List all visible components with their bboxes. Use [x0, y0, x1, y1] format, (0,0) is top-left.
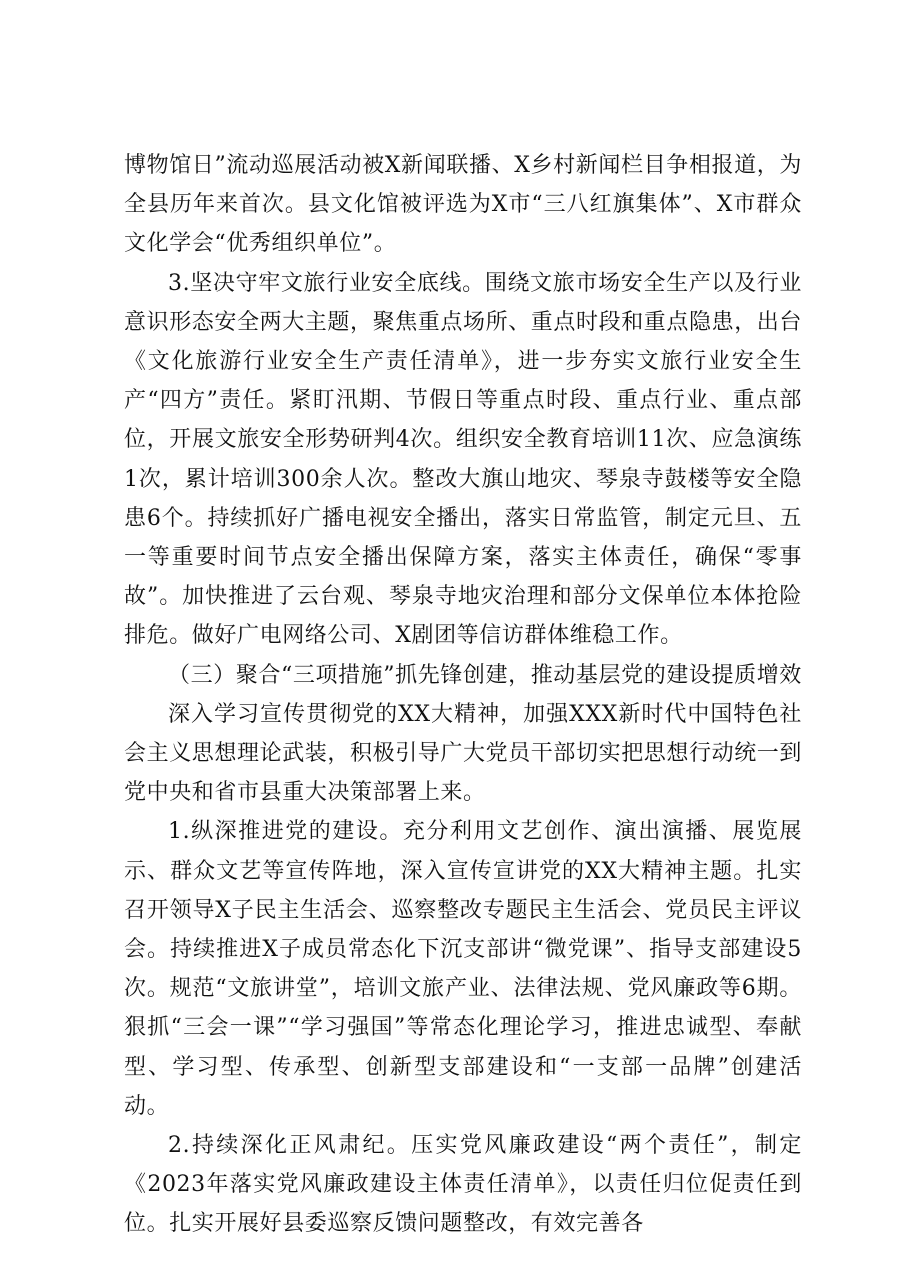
section-heading-3: （三）聚合“三项措施”抓先锋创建，推动基层党的建设提质增效 [168, 662, 802, 688]
paragraph-intro: 深入学习宣传贯彻党的XX大精神，加强XXX新时代中国特色社会主义思想理论武装，积极引导广大党员干部切实把思想行动统一到党中央和省市县重大决策部署上来。 [124, 701, 803, 806]
paragraph-item-3-safety: 3.坚决守牢文旅行业安全底线。围绕文旅市场安全生产以及行业意识形态安全两大主题，聚焦重点场所、重点时段和重点隐患，出台《文化旅游行业安全生产责任清单》，进一步夯实文旅行业安全生产“四方”责任。紧盯汛期、节假日等重点时段、重点行业、重点部位，开展文旅安全形势研判4次。组织安全教育培训11次、应急演练1次，累计培训300余人次。整改大旗山地灾、琴泉寺鼓楼等安全隐患6个。持续抓好广播电视安全播出，落实日常监管，制定元旦、五一等重要时间节点安全播出保障方案，落实主体责任，确保“零事故”。加快推进了云台观、琴泉寺地灾治理和部分文保单位本体抢险排危。做好广电网络公司、X剧团等信访群体维稳工作。 [124, 270, 803, 649]
paragraph-item-1-party-building: 1.纵深推进党的建设。充分利用文艺创作、演出演播、展览展示、群众文艺等宣传阵地，深入宣传宣讲党的XX大精神主题。扎实召开领导X子民主生活会、巡察整改专题民主生活会、党员民主评议会。持续推进X子成员常态化下沉支部讲“微党课”、指导支部建设5次。规范“文旅讲堂”，培训文旅产业、法律法规、党风廉政等6期。狠抓“三会一课”“学习强国”等常态化理论学习，推进忠诚型、奉献型、学习型、传承型、创新型支部建设和“一支部一品牌”创建活动。 [124, 819, 802, 1119]
document-body [124, 146, 802, 1244]
paragraph-item-2-discipline: 2.持续深化正风肃纪。压实党风廉政建设“两个责任”，制定《2023年落实党风廉政建设主体责任清单》，以责任归位促责任到位。扎实开展好县委巡察反馈问题整改，有效完善各 [124, 1133, 802, 1237]
paragraph-continuation: 博物馆日”流动巡展活动被X新闻联播、X乡村新闻栏目争相报道，为全县历年来首次。县文化馆被评选为X市“三八红旗集体”、X市群众文化学会“优秀组织单位”。 [124, 153, 802, 257]
